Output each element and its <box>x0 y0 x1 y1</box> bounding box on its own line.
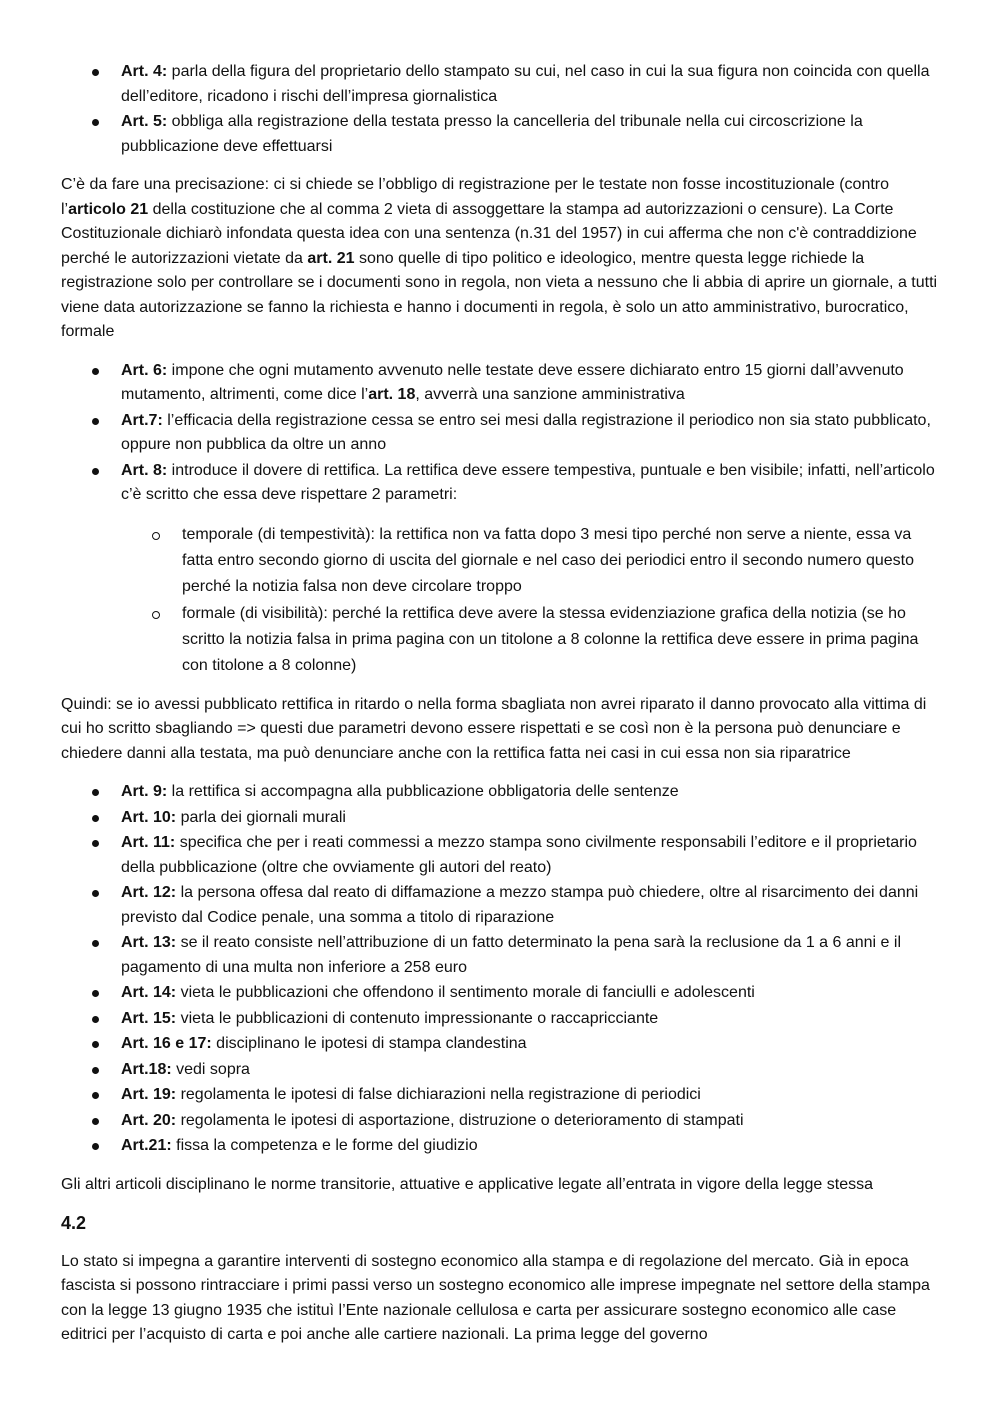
list-item-art-15: Art. 15: vieta le pubblicazioni di contenuto impressionante o raccapricciante <box>61 1007 941 1032</box>
paragraph-quindi: Quindi: se io avessi pubblicato rettifica in ritardo o nella forma sbagliata non avrei riparato il danno provocato alla vittima di cui ho scritto sbagliando => questi due parametri devono essere rispettati e se così non è la persona può denunciare e chiedere danni alla testata, ma può denunciare anche con la rettifica fatta nei casi in cui essa non sia riparatrice <box>61 695 927 762</box>
parameters-sublist <box>61 522 941 679</box>
article-list-1 <box>61 60 941 159</box>
article-list-3 <box>61 780 941 1159</box>
list-item-art-11: Art. 11: specifica che per i reati commessi a mezzo stampa sono civilmente responsabili l’editore e il proprietario della pubblicazione (oltre che ovviamente gli autori del reato) <box>61 831 941 880</box>
list-item-art-5: Art. 5: obbliga alla registrazione della testata presso la cancelleria del tribunale nella cui circoscrizione la pubblicazione deve effettuarsi <box>61 110 941 159</box>
list-item-art-10: Art. 10: parla dei giornali murali <box>61 806 941 831</box>
list-item-art-12: Art. 12: la persona offesa dal reato di diffamazione a mezzo stampa può chiedere, oltre al risarcimento dei danni previsto dal Codice penale, una somma a titolo di riparazione <box>61 881 941 930</box>
article-list-2 <box>61 359 941 508</box>
document-page <box>61 60 941 1348</box>
list-item-art-19: Art. 19: regolamenta le ipotesi di false dichiarazioni nella registrazione di periodici <box>61 1083 941 1108</box>
paragraph-precisazione: C’è da fare una precisazione: ci si chiede se l’obbligo di registrazione per le testate non fosse incostituzionale (contro l’articolo 21 della costituzione che al comma 2 vieta di assoggettare la stampa ad autorizzazioni o censure). La Corte Costituzionale dichiarò infondata questa idea con una sentenza (n.31 del 1957) in cui afferma che non c'è contraddizione perché le autorizzazioni vietate da art. 21 sono quelle di tipo politico e ideologico, mentre questa legge richiede la registrazione solo per controllare se i documenti sono in regola, non vieta a nessuno che li abbia di aprire un giornale, a tutti viene data autorizzazione se fanno la richiesta e hanno i documenti in regola, è solo un atto amministrativo, burocratico, formale <box>61 176 938 340</box>
list-item-art-7: Art.7: l’efficacia della registrazione cessa se entro sei mesi dalla registrazione il periodico non sia stato pubblicato, oppure non pubblica da oltre un anno <box>61 409 941 458</box>
list-item-art-14: Art. 14: vieta le pubblicazioni che offendono il sentimento morale di fanciulli e adolescenti <box>61 981 941 1006</box>
list-item-art-9: Art. 9: la rettifica si accompagna alla pubblicazione obbligatoria delle sentenze <box>61 780 941 805</box>
list-item-art-21: Art.21: fissa la competenza e le forme del giudizio <box>61 1134 941 1159</box>
list-item-art-6: Art. 6: impone che ogni mutamento avvenuto nelle testate deve essere dichiarato entro 15 giorni dall’avvenuto mutamento, altrimenti, come dice l’art. 18, avverrà una sanzione amministrativa <box>61 359 941 408</box>
list-item-art-18: Art.18: vedi sopra <box>61 1058 941 1083</box>
list-item-art-13: Art. 13: se il reato consiste nell’attribuzione di un fatto determinato la pena sarà la reclusione da 1 a 6 anni e il pagamento di una multa non inferiore a 258 euro <box>61 931 941 980</box>
list-item-art-8: Art. 8: introduce il dovere di rettifica. La rettifica deve essere tempestiva, puntuale e ben visibile; infatti, nell’articolo c’è scritto che essa deve rispettare 2 parametri: <box>61 459 941 508</box>
paragraph-altri-articoli: Gli altri articoli disciplinano le norme transitorie, attuative e applicative legate all’entrata in vigore della legge stessa <box>61 1175 873 1193</box>
list-item-art-20: Art. 20: regolamenta le ipotesi di asportazione, distruzione o deterioramento di stampati <box>61 1109 941 1134</box>
section-heading: 4.2 <box>61 1213 87 1233</box>
sublist-item-temporale: temporale (di tempestività): la rettifica non va fatta dopo 3 mesi tipo perché non serve a niente, essa va fatta entro secondo giorno di uscita del giornale e nel caso dei periodici entro il secondo numero questo perché la notizia falsa non deve circolare troppo <box>61 522 941 600</box>
paragraph-sostegno: Lo stato si impegna a garantire interventi di sostegno economico alla stampa e di regolazione del mercato. Già in epoca fascista si possono rintracciare i primi passi verso un sostegno economico alle imprese impegnate nel settore della stampa con la legge 13 giugno 1935 che istituì l’Ente nazionale cellulosa e carta per assicurare sostegno economico alle case editrici per l’acquisto di carta e poi anche alle cartiere nazionali. La prima legge del governo <box>61 1252 930 1343</box>
sublist-item-formale: formale (di visibilità): perché la rettifica deve avere la stessa evidenziazione grafica della notizia (se ho scritto la notizia falsa in prima pagina con un titolone a 8 colonne la rettifica deve essere in prima pagina con titolone a 8 colonne) <box>61 601 941 679</box>
list-item-art-16-17: Art. 16 e 17: disciplinano le ipotesi di stampa clandestina <box>61 1032 941 1057</box>
list-item-art-4: Art. 4: parla della figura del proprietario dello stampato su cui, nel caso in cui la sua figura non coincida con quella dell’editore, ricadono i rischi dell’impresa giornalistica <box>61 60 941 109</box>
